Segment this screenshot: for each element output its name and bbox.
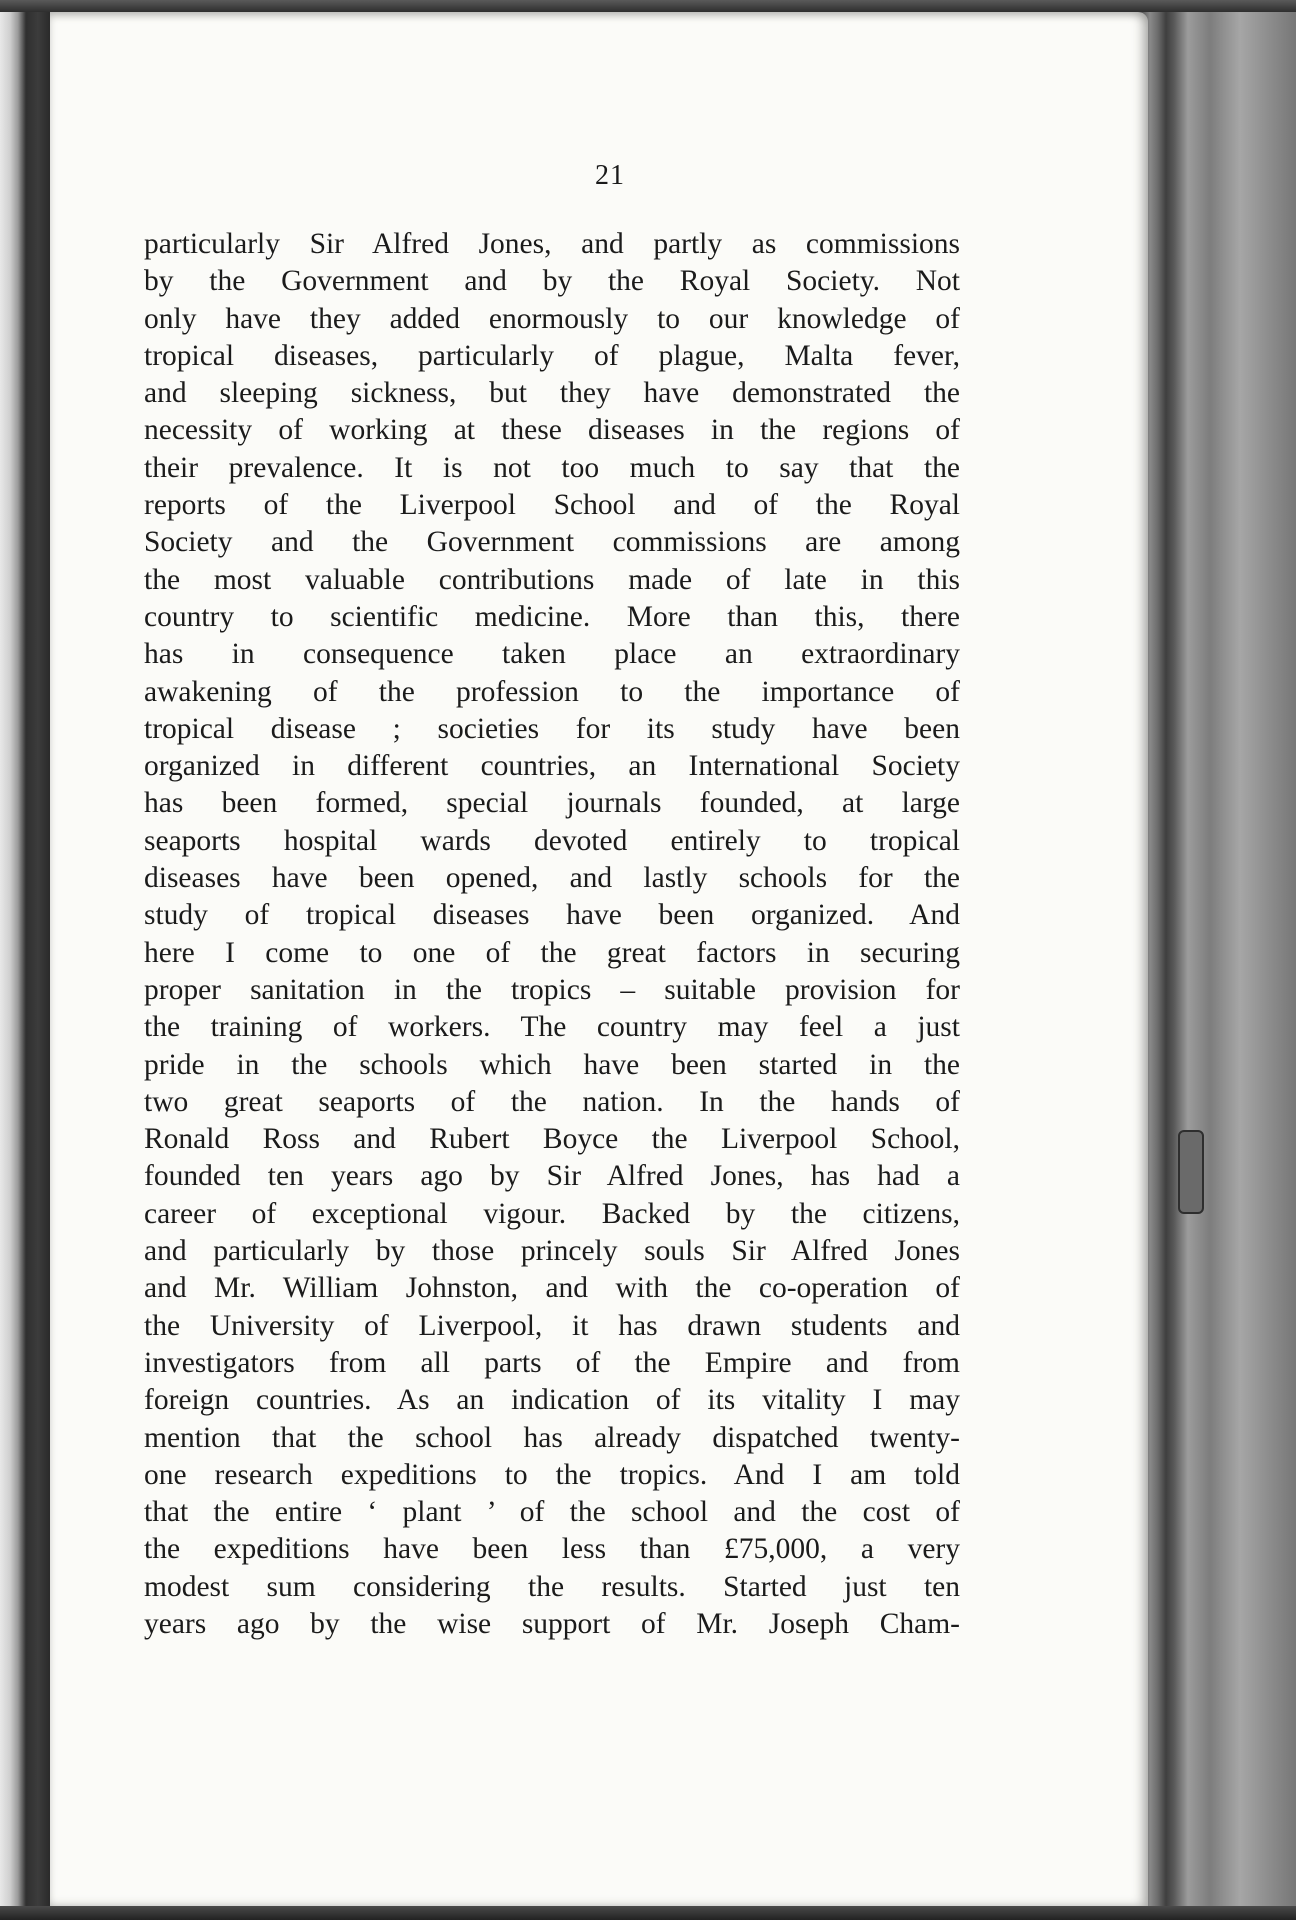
text-line: and particularly by those princely souls Sir Alfred Jones	[144, 1235, 960, 1268]
left-page-edge	[0, 0, 50, 1920]
text-line: organized in different countries, an International Society	[144, 750, 960, 783]
text-line: modest sum considering the results. Started just ten	[144, 1570, 960, 1603]
text-line: two great seaports of the nation. In the hands of	[144, 1085, 960, 1118]
text-line: their prevalence. It is not too much to say that the	[144, 451, 960, 484]
text-line: has in consequence taken place an extraordinary	[144, 638, 960, 671]
body-text	[144, 226, 960, 1643]
text-line: here I come to one of the great factors in securing	[144, 936, 960, 969]
page-number: 21	[595, 160, 625, 191]
text-line: seaports hospital wards devoted entirely to tropical	[144, 824, 960, 857]
text-line: tropical diseases, particularly of plague, Malta fever,	[144, 339, 960, 372]
text-line: only have they added enormously to our knowledge of	[144, 302, 960, 335]
book-page	[50, 12, 1148, 1906]
text-line: that the entire ‘ plant ’ of the school and the cost of	[144, 1496, 960, 1529]
text-line: Ronald Ross and Rubert Boyce the Liverpool School,	[144, 1123, 960, 1156]
text-line: awakening of the profession to the importance of	[144, 675, 960, 708]
text-line: mention that the school has already dispatched twenty-	[144, 1421, 960, 1454]
text-line: country to scientific medicine. More than this, there	[144, 600, 960, 633]
text-line: tropical disease ; societies for its study have been	[144, 712, 960, 745]
text-line: the training of workers. The country may feel a just	[144, 1011, 960, 1044]
text-line: investigators from all parts of the Empire and from	[144, 1346, 960, 1379]
text-line: the University of Liverpool, it has drawn students and	[144, 1309, 960, 1342]
text-line: career of exceptional vigour. Backed by the citizens,	[144, 1197, 960, 1230]
text-line: necessity of working at these diseases in the regions of	[144, 414, 960, 447]
text-line: by the Government and by the Royal Society. Not	[144, 265, 960, 298]
text-line: reports of the Liverpool School and of the Royal	[144, 489, 960, 522]
text-line: founded ten years ago by Sir Alfred Jones, has had a	[144, 1160, 960, 1193]
text-line: proper sanitation in the tropics – suitable provision for	[144, 973, 960, 1006]
text-line: pride in the schools which have been started in the	[144, 1048, 960, 1081]
bottom-scan-edge	[0, 1906, 1296, 1920]
text-line: and Mr. William Johnston, and with the co-operation of	[144, 1272, 960, 1305]
text-line: years ago by the wise support of Mr. Joseph Cham-	[144, 1607, 960, 1640]
text-line: Society and the Government commissions are among	[144, 526, 960, 559]
text-line: one research expeditions to the tropics. And I am told	[144, 1458, 960, 1491]
text-line: has been formed, special journals founded, at large	[144, 787, 960, 820]
text-line: and sleeping sickness, but they have demonstrated the	[144, 377, 960, 410]
text-line: the most valuable contributions made of late in this	[144, 563, 960, 596]
text-line: the expeditions have been less than £75,000, a very	[144, 1533, 960, 1566]
text-line: foreign countries. As an indication of its vitality I may	[144, 1384, 960, 1417]
text-line: study of tropical diseases have been organized. And	[144, 899, 960, 932]
text-line: diseases have been opened, and lastly schools for the	[144, 862, 960, 895]
top-scan-edge	[0, 0, 1296, 12]
text-line: particularly Sir Alfred Jones, and partly as commissions	[144, 228, 960, 260]
book-cover-edge	[1140, 0, 1296, 1920]
